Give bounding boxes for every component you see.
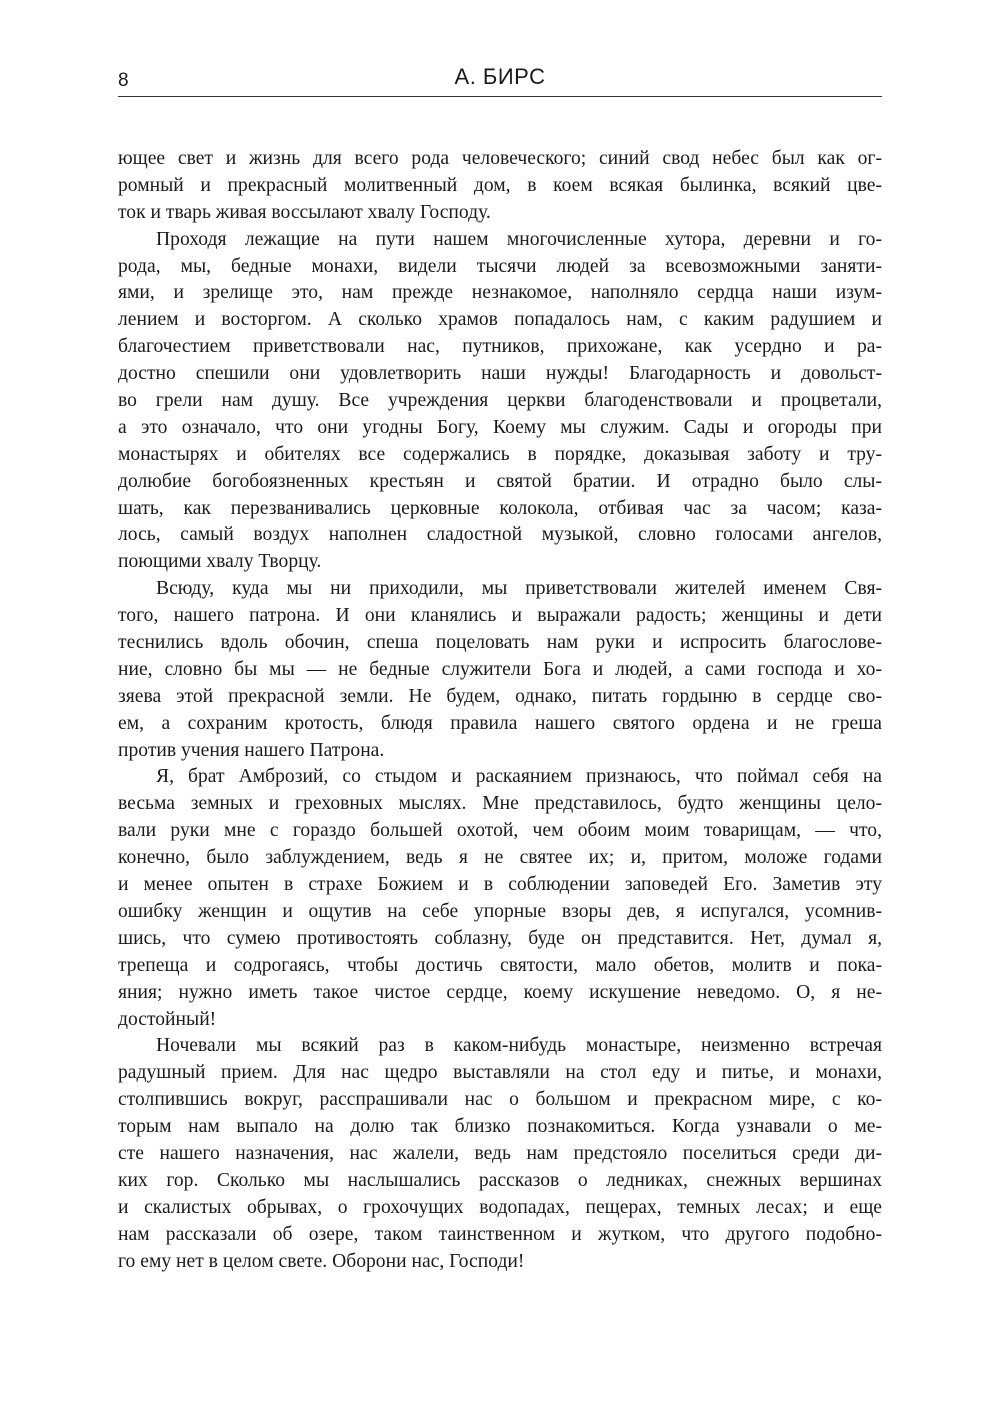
body-text: [118, 146, 882, 1275]
text-line: рода, мы, бедные монахи, видели тысячи людей за всевозможными заняти-: [118, 255, 882, 277]
text-line: во грели нам душу. Все учреждения церкви благоденствовали и процветали,: [118, 390, 882, 412]
text-line: Всюду, куда мы ни приходили, мы приветствовали жителей именем Свя-: [156, 578, 882, 600]
text-line: поющими хвалу Творцу.: [118, 551, 322, 573]
text-line: лось, самый воздух наполнен сладостной музыкой, словно голосами ангелов,: [118, 524, 882, 546]
text-line: монастырях и обителях все содержались в порядке, доказывая заботу и тру-: [118, 443, 882, 465]
running-head: А. БИРС: [454, 64, 546, 89]
text-line: и менее опытен в страхе Божием и в соблюдении заповедей Его. Заметив эту: [118, 874, 882, 896]
text-line: вали руки мне с гораздо большей охотой, чем обоим моим товарищам, — что,: [118, 820, 882, 842]
text-line: радушный прием. Для нас щедро выставляли на стол еду и питье, и монахи,: [118, 1062, 882, 1084]
text-line: ем, а сохраним кротость, блюдя правила нашего святого ордена и не греша: [118, 712, 882, 734]
text-line: трепеща и содрогаясь, чтобы достичь святости, мало обетов, молитв и пока-: [118, 954, 882, 976]
text-line: го ему нет в целом свете. Оборони нас, Господи!: [118, 1250, 525, 1272]
text-line: ние, словно бы мы — не бедные служители Бога и людей, а сами господа и хо-: [118, 658, 882, 680]
text-line: ями, и зрелище это, нам прежде незнакомое, наполняло сердца наши изум-: [118, 282, 882, 304]
text-line: шись, что сумею противостоять соблазну, буде он представится. Нет, думал я,: [118, 927, 882, 949]
text-line: ток и тварь живая воссылают хвалу Господу.: [118, 201, 491, 223]
text-line: зяева этой прекрасной земли. Не будем, однако, питать гордыню в сердце сво-: [118, 685, 882, 707]
text-line: столпившись вокруг, расспрашивали нас о большом и прекрасном мире, с ко-: [118, 1089, 882, 1111]
text-line: сте нашего назначения, нас жалели, ведь нам предстояло поселиться среди ди-: [118, 1142, 882, 1164]
text-line: ромный и прекрасный молитвенный дом, в коем всякая былинка, всякий цве-: [118, 174, 882, 196]
text-line: Ночевали мы всякий раз в каком-нибудь монастыре, неизменно встречая: [156, 1035, 882, 1057]
page-header: [118, 60, 882, 97]
text-line: ющее свет и жизнь для всего рода человеческого; синий свод небес был как ог-: [118, 148, 882, 169]
text-line: весьма земных и греховных мыслях. Мне представилось, будто женщины цело-: [118, 793, 882, 815]
text-line: того, нашего патрона. И они кланялись и выражали радость; женщины и дети: [118, 605, 882, 627]
text-line: долюбие богобоязненных крестьян и святой братии. И отрадно было слы-: [118, 470, 882, 492]
text-line: нам рассказали об озере, таком таинственном и жутком, что другого подобно-: [118, 1223, 882, 1245]
page-number: 8: [118, 70, 129, 91]
text-line: достойный!: [118, 1008, 217, 1030]
text-line: достно спешили они удовлетворить наши нужды! Благодарность и довольст-: [118, 363, 882, 385]
text-line: теснились вдоль обочин, спеша поцеловать нам руки и испросить благослове-: [118, 632, 882, 654]
text-line: благочестием приветствовали нас, путников, прихожане, как усердно и ра-: [118, 336, 882, 358]
text-line: Проходя лежащие на пути нашем многочисленные хутора, деревни и го-: [156, 228, 882, 250]
text-line: конечно, было заблуждением, ведь я не святее их; и, притом, моложе годами: [118, 847, 882, 869]
text-line: шать, как перезванивались церковные колокола, отбивая час за часом; каза-: [118, 497, 882, 519]
text-line: ошибку женщин и ощутив на себе упорные взоры дев, я испугался, усомнив-: [118, 900, 882, 922]
text-line: лением и восторгом. А сколько храмов попадалось нам, с каким радушием и: [118, 309, 882, 331]
text-line: а это означало, что они угодны Богу, Коему мы служим. Сады и огороды при: [118, 416, 882, 438]
text-line: торым нам выпало на долю так близко познакомиться. Когда узнавали о ме-: [118, 1116, 882, 1138]
text-line: Я, брат Амброзий, со стыдом и раскаянием признаюсь, что поймал себя на: [156, 766, 882, 788]
text-line: ких гор. Сколько мы наслышались рассказов о ледниках, снежных вершинах: [118, 1169, 882, 1191]
text-line: яния; нужно иметь такое чистое сердце, коему искушение неведомо. О, я не-: [118, 981, 882, 1003]
text-line: и скалистых обрывах, о грохочущих водопадах, пещерах, темных лесах; и еще: [118, 1196, 882, 1218]
text-line: против учения нашего Патрона.: [118, 739, 385, 761]
